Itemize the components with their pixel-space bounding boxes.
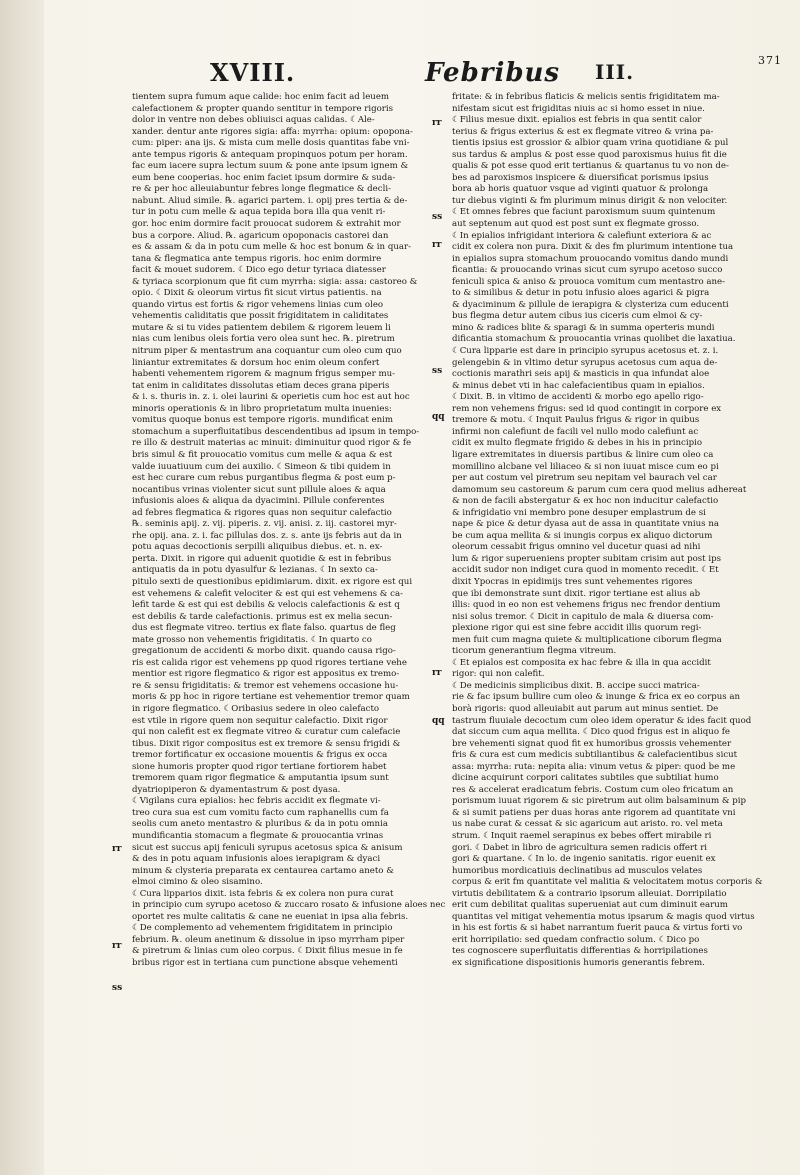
text-line: lefit tarde & est qui est debilis & velocis calefactionis & est q <box>132 600 400 611</box>
text-line: que ibi demonstrate sunt dixit. rigor tertiane est alius ab <box>452 588 701 599</box>
text-line: es & assam & da in potu cum melle & hoc est bonum & in quar- <box>132 242 411 253</box>
right-text-column <box>452 92 763 970</box>
text-line: ad febres flegmatica & rigores quas non sequitur calefactio <box>132 507 392 518</box>
text-line: perta. Dixit. in rigore qui aduenit quotidie & est in febribus <box>132 553 392 564</box>
text-line: & non de facili abstergatur & ex hoc non inducitur calefactio <box>452 496 719 507</box>
text-line: est vtile in rigore quem non sequitur calefactio. Dixit rigor <box>132 715 388 726</box>
text-line: moris & pp hoc in rigore tertiane est vehementior tremor quam <box>132 692 410 703</box>
text-line: valde iuuatiuum cum dei auxilio. ☾Simeon & tibi quidem in <box>132 461 391 472</box>
text-line: strum. ☾Inquit raemel serapinus ex bebes offert mirabile ri <box>452 831 712 841</box>
folio-number: 371 <box>758 54 782 67</box>
text-line: & i. s. thuris in. z. i. olei laurini & operietis cum hoc est aut hoc <box>132 392 410 403</box>
text-line: quando virtus est fortis & rigor vehemens linias cum oleo <box>132 299 384 310</box>
text-line: erit horripilatio: sed quedam confractio solum. ☾Dico po <box>452 934 700 945</box>
text-line: nabunt. Aliud simile. ℞. agarici partem. i. opij pres tertia & de- <box>132 195 408 206</box>
text-line: stomachum a superfluitatibus descendentibus ad ipsum in tempo- <box>132 426 420 437</box>
text-line: eum bene cooperias. hoc enim faciet ipsum dormire & suda- <box>132 172 396 183</box>
text-line: illis: quod in eo non est vehemens frigus nec frendor dentium <box>452 600 721 611</box>
text-line: minoris operationis & in libro proprietatum multa inuenies: <box>132 403 392 414</box>
text-line: nitrum piper & mentastrum ana coquantur cum oleo cum quo <box>132 346 402 357</box>
text-line: sione humoris propter quod rigor tertiane fortiorem habet <box>132 761 387 772</box>
text-line: ticorum generantium flegma vitreum. <box>452 646 617 657</box>
text-line: infusionis aloes & aliqua da dyacimini. Pillule conferentes <box>132 496 385 507</box>
text-line: & minus debet vti in hac calefacientibus quam in epialios. <box>452 380 705 391</box>
margin-mark: rr <box>432 668 442 678</box>
text-line: bris simul & fit prouocatio vomitus cum melle & aqua & est <box>132 449 393 460</box>
text-line: dixit Ypocras in epidimijs tres sunt vehementes rigores <box>452 576 693 587</box>
text-line: us nabe curat & cessat & sic agaricum aut aristo. ro. vel meta <box>452 819 723 830</box>
text-line: est hec curare cum rebus purgantibus flegma & post eum p- <box>132 473 396 484</box>
text-line: borà rigoris: quod alleuiabit aut parum aut minus sentiet. De <box>452 703 719 714</box>
text-line: est vehemens & calefit velociter & est qui est vehemens & ca- <box>132 588 403 599</box>
text-line: sicut est succus apij feniculi syrupus acetosus spica & anisum <box>132 842 403 853</box>
text-line: bus flegma detur autem cibus ius ciceris cum elmoi & cy- <box>452 311 703 322</box>
margin-mark: rr <box>112 941 122 951</box>
text-line: mino & radices blite & sparagi & in summa operteris mundi <box>452 322 715 333</box>
text-line: feniculi spica & aniso & prouoca vomitum cum mentastro ane- <box>452 276 725 287</box>
text-line: rie & fac ipsum bullire cum oleo & inunge & frica ex eo corpus an <box>452 692 741 703</box>
text-line: erit cum debilitat qualitas superueniat aut cum diminuit earum <box>452 900 728 911</box>
text-line: potu aquas decoctionis serpilli aliquibus diebus. et. n. ex- <box>132 542 383 553</box>
text-line: xander. dentur ante rigores sigia: affa: myrrha: opium: opopona- <box>132 126 413 137</box>
text-line: re & sensu frigiditatis: & tremor est vehemens occasione hu- <box>132 680 399 691</box>
text-line: dat siccum cum aqua mellita. ☾Dico quod frigus est in aliquo fe <box>452 727 731 738</box>
text-line: rhe opij. ana. z. i. fac pillulas dos. z. s. ante ijs febris aut da in <box>132 530 402 541</box>
text-line: gor. hoc enim dormire facit prouocat sudorem & extrahit mor <box>132 219 401 230</box>
text-line: in rigore flegmatico. ☾Oribasius sedere in oleo calefacto <box>132 703 380 714</box>
text-line: dificantia stomachum & prouocantia vrinas quolibet die laxatiua. <box>452 334 736 345</box>
text-line: & si sumit patiens per duas horas ante rigorem ad quantitate vni <box>452 807 736 818</box>
margin-mark: qq <box>432 412 445 422</box>
text-line: seolis cum aneto mentastro & pluribus & da in potu omnia <box>132 819 388 830</box>
text-line: oleorum cessabit frigus omnino vel ducetur quasi ad nihi <box>452 542 701 553</box>
text-line: pitulo sexti de questionibus epidimiarum. dixit. ex rigore est qui <box>132 576 413 587</box>
text-line: porismum iuuat rigorem & sic piretrum aut olim balsaminum & pip <box>452 796 747 807</box>
header-book-number: XVIII. <box>210 58 296 87</box>
text-line: & infrigidatio vni membro pone desuper emplastrum de si <box>452 507 706 518</box>
text-line: tremor fortificatur ex occasione mouentis & frigus ex occa <box>132 750 388 761</box>
text-line: tur diebus viginti & fm plurimum minus dirigit & non velociter. <box>452 195 728 206</box>
text-line: gori & quartane. ☾In lo. de ingenio sanitatis. rigor euenit ex <box>452 854 716 865</box>
text-line: treo cura sua est cum vomitu facto cum raphanellis cum fa <box>132 807 389 818</box>
text-line: bes ad paroxismos inspicere & diuersificat porismus ipsius <box>452 172 709 183</box>
text-line: liniantur extremitates & dorsum hoc enim oleum confert <box>132 357 380 368</box>
text-line: virtutis debilitatem & a contrario ipsorum alleuiat. Dorripilatio <box>452 888 727 899</box>
text-line: antiquatis da in potu dyasulfur & lezianas. ☾In sexto ca- <box>132 565 378 576</box>
text-line: mutare & si tu vides patientem debilem & rigorem leuem li <box>132 322 391 333</box>
text-line: cidit ex colera non pura. Dixit & des fm plurimum intentione tua <box>452 242 734 253</box>
text-line: nape & pice & detur dyasa aut de assa in quantitate vnius na <box>452 519 719 530</box>
text-line: opio. ☾Dixit & oleorum virtus fit sicut virtus patientis. na <box>132 288 382 299</box>
text-line: tientis ipsius est grossior & albior quam vrina quotidiane & pul <box>452 138 729 149</box>
text-line: ficantia: & prouocando vrinas sicut cum syrupo acetoso succo <box>452 265 723 276</box>
text-line: & tyriaca scorpionum que fit cum myrrha: sigia: assa: castoreo & <box>132 276 418 287</box>
text-line: mundificantia stomacum a flegmate & prouocantia vrinas <box>132 831 384 841</box>
text-line: ante tempus rigoris & antequam propinquos potum per horam. <box>132 149 408 160</box>
text-line: gori. ☾Dabet in libro de agricultura semen radicis offert ri <box>452 842 708 853</box>
text-line: minum & clysteria preparata ex centaurea cartamo aneto & <box>132 865 394 876</box>
text-line: & piretrum & linias cum oleo corpus. ☾Dixit filius mesue in fe <box>132 946 403 957</box>
text-line: tur in potu cum melle & aqua tepida bora illa qua venit ri- <box>132 207 386 218</box>
text-line: ☾De complemento ad vehementem frigiditatem in principio <box>132 923 393 934</box>
header-title: Febribus <box>425 58 561 88</box>
text-line: re & per hoc alleuiabuntur febres longe flegmatice & decli- <box>132 184 391 195</box>
text-line: nocantibus vrinas violenter sicut sunt pillule aloes & aqua <box>132 484 386 495</box>
text-line: ☾Et omnes febres que faciunt paroxismum suum quintenum <box>452 207 716 218</box>
text-line: ex significatione dispositionis humoris generantis febrem. <box>452 958 705 969</box>
text-line: res & accelerat eradicatum febris. Costum cum oleo fricatum an <box>452 784 734 795</box>
text-line: ☾Cura lipparie est dare in principio syrupus acetosus et. z. i. <box>452 346 719 357</box>
margin-mark: qq <box>432 716 445 726</box>
text-line: corpus & erit fm quantitate vel malitia & velocitatem motus corporis & <box>452 877 763 888</box>
text-line: fritate: & in febribus flaticis & melicis sentis frigiditatem ma- <box>452 92 720 102</box>
text-line: mate grosso non vehementis frigiditatis. ☾In quarto co <box>132 634 372 645</box>
text-line: ☾Vigilans cura epialios: hec febris accidit ex flegmate vi- <box>132 796 381 807</box>
text-line: damomum seu castoreum & parum cum cera quod melius adhereat <box>452 484 747 495</box>
text-line: tes cognoscere superfluitatis differentias & horripilationes <box>452 946 708 957</box>
text-line: coctionis marathri seis apij & masticis in qua infundat aloe <box>452 369 710 380</box>
text-line: qualis & pot esse quod erit tertianus & quartanus tu vo non de- <box>452 161 729 172</box>
text-line: in epialios supra stomachum prouocando vomitus dando mundi <box>452 253 729 264</box>
text-line: infirmi non calefiunt de facili vel nullo modo calefiunt ac <box>452 426 699 437</box>
text-line: tana & flegmatica ante tempus rigoris. hoc enim dormire <box>132 253 382 264</box>
text-line: & des in potu aquam infusionis aloes ierapigram & dyaci <box>132 854 381 865</box>
margin-mark: ss <box>432 212 443 222</box>
text-line: men fuit cum magna quiete & multiplicatione ciborum flegma <box>452 634 722 645</box>
text-line: febrium. ℞. oleum anetinum & dissolue in ipso myrrham piper <box>132 934 405 945</box>
text-line: habenti vehementem rigorem & magnum frigus semper mu- <box>132 369 396 380</box>
page-gutter <box>0 0 44 1175</box>
text-line: vomitus quoque bonus est tempore rigoris. mundificat enim <box>132 415 394 426</box>
text-line: elmoi cimino & oleo sisamino. <box>132 877 263 888</box>
text-line: dicine acquirunt corpori calitates subtiles que subtiliat humo <box>452 773 719 784</box>
text-line: nisi solus tremor. ☾Dicit in capitulo de mala & diuersa com- <box>452 611 714 622</box>
text-line: fris & cura est cum medicis subtiliantibus & calefacientibus sicut <box>452 750 738 761</box>
text-line: ℞. seminis apij. z. vij. piperis. z. vij. anisi. z. iij. castorei myr- <box>132 519 397 530</box>
text-line: momillino alcbane vel liliaceo & si non iuuat misce cum eo pi <box>452 461 719 472</box>
text-line: vehementis caliditatis que possit frigiditatem in caliditates <box>132 311 389 322</box>
text-line: dolor in ventre non debes obliuisci aquas calidas. ☾Ale- <box>132 115 375 126</box>
text-line: dyatriopiperon & dyamentastrum & post dyasa. <box>132 784 341 795</box>
text-line: oportet res multe calitatis & cane ne eueniat in ipsa alia febris. <box>132 911 409 922</box>
text-line: quantitas vel mitigat vehementia motus ipsarum & magis quod virtus <box>452 911 755 922</box>
text-line: in his est fortis & si habet narrantum fuerit pauca & virtus forti vo <box>452 923 743 934</box>
text-line: & dyaciminum & pillule de ierapigra & clysteriza cum educenti <box>452 299 729 310</box>
text-line: accidit sudor non indiget cura quod in momento recedit. ☾Et <box>452 565 719 576</box>
text-line: bora ab horis quatuor vsque ad viginti quatuor & prolonga <box>452 184 709 195</box>
text-line: assa: myrrha: ruta: nepita alia: vinum vetus & piper: quod be me <box>452 761 736 772</box>
text-line: fac eum iacere supra lectum suum & pone ante ipsum ignem & <box>132 161 409 172</box>
text-line: tibus. Dixit rigor compositus est ex tremore & sensu frigidi & <box>132 738 401 749</box>
text-line: plexione rigor qui est sine febre accidit illis quorum regi- <box>452 623 702 634</box>
margin-mark: rr <box>112 844 122 854</box>
text-line: gregationum de accidenti & morbo dixit. quando causa rigo- <box>132 646 396 657</box>
text-line: to & similibus & detur in potu infusio aloes agarici & pigra <box>452 288 710 299</box>
margin-mark: rr <box>432 118 442 128</box>
text-line: lum & rigor superueniens propter subitam crisim aut post ips <box>452 553 722 564</box>
text-line: mentior est rigore flegmatico & rigor est appositus ex tremo- <box>132 669 400 680</box>
running-header <box>0 54 800 88</box>
text-line: ☾In epialios infrigidant interiora & calefiunt exteriora & ac <box>452 230 712 241</box>
text-line: ☾Cura lipparios dixit. ista febris & ex colera non pura curat <box>132 888 394 899</box>
text-line: bus a corpore. Aliud. ℞. agaricum opoponacis castorei dan <box>132 230 389 241</box>
text-line: gelengebin & in vltimo detur syrupus acetosus cum aqua de- <box>452 357 718 368</box>
margin-mark: ss <box>432 366 443 376</box>
text-line: tat enim in caliditates dissolutas etiam deces grana piperis <box>132 380 390 391</box>
text-line: tremore & motu. ☾Inquit Paulus frigus & rigor in quibus <box>452 415 700 426</box>
text-line: tientem supra fumum aque calide: hoc enim facit ad leuem <box>132 92 390 102</box>
text-line: dus est flegmate vitreo. tertius ex flate falso. quartus de fleg <box>132 623 396 634</box>
text-line: tastrum fluuiale decoctum cum oleo idem operatur & ides facit quod <box>452 715 752 726</box>
text-line: ☾De medicinis simplicibus dixit. B. accipe succi matrica- <box>452 680 700 691</box>
text-line: calefactionem & propter quando sentitur in tempore rigoris <box>132 103 394 114</box>
text-line: rem non vehemens frigus: sed id quod contingit in corpore ex <box>452 403 722 414</box>
text-line: ☾Dixit. B. in vltimo de accidenti & morbo ego apello rigo- <box>452 392 704 403</box>
text-line: nias cum lenibus oleis fortia vero olea sunt hec. ℞. piretrum <box>132 334 395 345</box>
text-line: bribus rigor est in tertiana cum punctione absque vehementi <box>132 958 398 969</box>
text-line: ris est calida rigor est vehemens pp quod rigores tertiane vehe <box>132 657 407 668</box>
text-line: nifestam sicut est frigiditas niuis ac si homo esset in niue. <box>452 103 705 114</box>
text-line: est debilis & tarde calefactionis. primus est ex melia secun- <box>132 611 393 622</box>
header-chapter-number: III. <box>595 60 635 84</box>
text-line: facit & mouet sudorem. ☾Dico ego detur tyriaca diatesser <box>132 265 386 276</box>
margin-mark: ss <box>112 983 123 993</box>
margin-mark: rr <box>432 240 442 250</box>
text-line: humoribus mordicatiuis declinatibus ad musculos velates <box>452 865 703 876</box>
text-line: ☾Et epialos est composita ex hac febre & illa in qua accidit <box>452 657 711 668</box>
text-line: ligare extremitates in diuersis partibus & linire cum oleo ca <box>452 449 714 460</box>
text-line: be cum aqua mellita & si inungis corpus ex aliquo dictorum <box>452 530 713 541</box>
text-line: bre vehementi signat quod fit ex humoribus grossis vehementer <box>452 738 732 749</box>
text-line: qui non calefit est ex flegmate vitreo & curatur cum calefacie <box>132 727 401 738</box>
text-line: cum: piper: ana ijs. & mista cum melle dosis quantitas fabe vni- <box>132 138 410 149</box>
text-line: sus tardus & amplus & post esse quod paroxismus huius fit die <box>452 149 727 160</box>
text-line: aut septenum aut quod est post sunt ex flegmate grosso. <box>452 219 700 230</box>
text-line: rigor: qui non calefit. <box>452 669 545 680</box>
text-line: ☾Filius mesue dixit. epialios est febris in qua sentit calor <box>452 115 702 126</box>
text-line: tremorem quam rigor flegmatice & amputantia ipsum sunt <box>132 773 389 784</box>
text-line: per aut costum vel piretrum seu nepitam vel baurach vel car <box>452 473 717 484</box>
text-line: cidit ex multo flegmate frigido & debes in his in principio <box>452 438 703 449</box>
text-line: re illo & destruit materias ac minuit: diminuitur quod rigor & fe <box>132 438 412 449</box>
text-line: in principio cum syrupo acetoso & zuccaro rosato & infusione aloes nec <box>132 900 446 911</box>
text-line: terius & frigus exterius & est ex flegmate vitreo & vrina pa- <box>452 126 714 137</box>
